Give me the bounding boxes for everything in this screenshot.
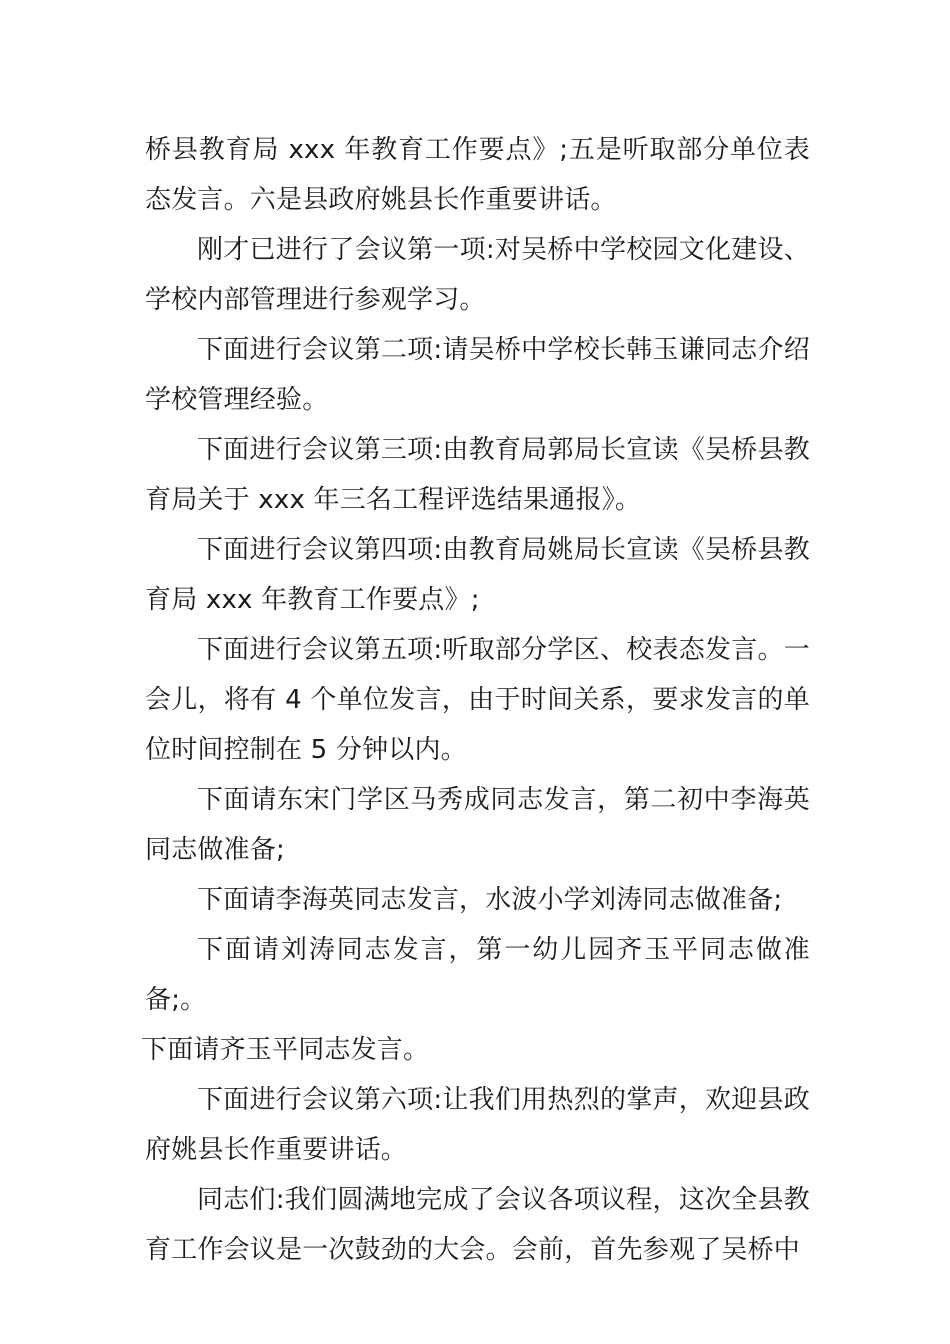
paragraph-item-5: 下面进行会议第五项:听取部分学区、校表态发言。一会儿，将有 4 个单位发言，由于时间关系，要求发言的单位时间控制在 5 分钟以内。: [145, 635, 810, 765]
paragraph-speaker-3: 下面请刘涛同志发言，第一幼儿园齐玉平同志做准备;。: [145, 935, 810, 1015]
paragraph-speaker-1: 下面请东宋门学区马秀成同志发言，第二初中李海英同志做准备;: [145, 785, 810, 865]
paragraph-item-3: 下面进行会议第三项:由教育局郭局长宣读《吴桥县教育局关于 xxx 年三名工程评选结果通报》。: [145, 435, 810, 515]
paragraph-closing: 同志们:我们圆满地完成了会议各项议程，这次全县教育工作会议是一次鼓劲的大会。会前，首先参观了吴桥中: [145, 1185, 810, 1265]
paragraph-continuation: 桥县教育局 xxx 年教育工作要点》;五是听取部分单位表态发言。六是县政府姚县长作重要讲话。: [145, 135, 810, 215]
paragraph-item-1: 刚才已进行了会议第一项:对吴桥中学校园文化建设、学校内部管理进行参观学习。: [145, 235, 810, 315]
paragraph-speaker-2: 下面请李海英同志发言，水波小学刘涛同志做准备;: [197, 885, 783, 915]
paragraph-item-4: 下面进行会议第四项:由教育局姚局长宣读《吴桥县教育局 xxx 年教育工作要点》;: [145, 535, 810, 615]
paragraph-speaker-4: 下面请齐玉平同志发言。: [141, 1035, 430, 1065]
document-body: [141, 125, 810, 1275]
paragraph-item-6: 下面进行会议第六项:让我们用热烈的掌声，欢迎县政府姚县长作重要讲话。: [145, 1085, 810, 1165]
paragraph-item-2: 下面进行会议第二项:请吴桥中学校长韩玉谦同志介绍学校管理经验。: [145, 335, 810, 415]
